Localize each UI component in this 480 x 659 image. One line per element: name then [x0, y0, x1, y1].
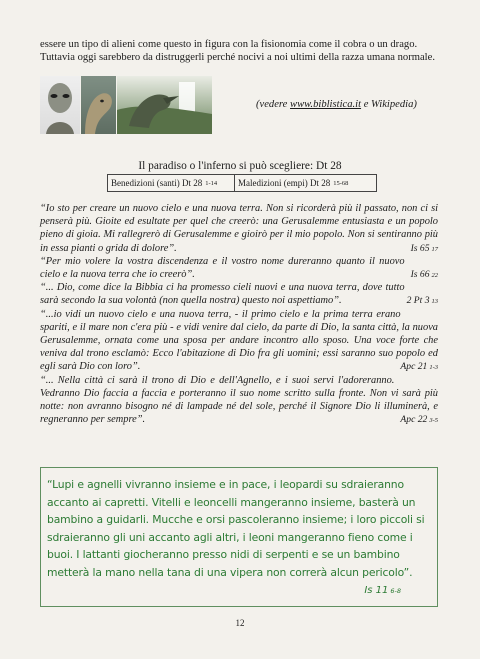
table-cell-curses [235, 175, 376, 191]
quote-text: “... Nella città ci sarà il trono di Dio e dell'Agnello, e i suoi servi l'adoreranno. Vedranno Dio faccia a faccia e porteranno il suo nome scritto sulla fronte. Non vi sarà più notte: non avranno bisogno né di lampade né del sole, perché il Signore Dio li illuminerà, e regneranno per sempre”. [40, 374, 438, 426]
blessings-curses-table [107, 174, 377, 192]
table-cell-blessings [108, 175, 235, 191]
illustration-strip [40, 76, 212, 134]
alien-portrait-image [40, 76, 80, 134]
quote-text: “Io sto per creare un nuovo cielo e una nuova terra. Non si ricorderà più il passato, non ci si penserà più. Gioite ed esultate per quel che creerò: una Gerusalemme entusiasta e un popolo pieno di gioia. Mi rallegrerò di Gerusalemme e gioirò per il mio popolo. Non si sentiranno più in essa pianti o grida di dolore”. [40, 203, 438, 254]
quote-source-verse: 3-5 [429, 417, 438, 425]
intro-paragraph: essere un tipo di alieni come questo in figura con la fisionomia come il cobra o un drago. Tuttavia oggi sarebbero da distruggerli perché nocivi a noi ultimi della razza umana normale. [40, 39, 435, 63]
blessings-range: 1-14 [205, 179, 218, 187]
quote-source [407, 294, 438, 308]
quote-source [411, 268, 438, 282]
biblistica-link[interactable]: www.biblistica.it [290, 99, 362, 110]
handwritten-source-verse: 6-8 [390, 587, 401, 595]
curses-label: Maledizioni (empi) Dt 28 [238, 178, 331, 188]
quote-block [40, 202, 438, 255]
quote-source [411, 242, 438, 256]
quote-source-verse: 1-3 [429, 364, 438, 372]
reference-suffix: e Wikipedia) [361, 99, 417, 110]
quote-block [40, 308, 438, 374]
quote-source [400, 413, 438, 427]
quote-source-book: 2 Pt 3 [406, 295, 430, 307]
reference-note [256, 99, 417, 110]
quote-source-verse: 17 [431, 245, 438, 253]
handwritten-source-book: Is 11 [364, 585, 389, 596]
quote-source-book: Apc 22 [400, 414, 428, 426]
scripture-quotes [40, 202, 438, 427]
reference-prefix: (vedere [256, 99, 291, 110]
quote-source-verse: 13 [431, 298, 438, 306]
page-number: 12 [235, 618, 245, 628]
blessings-label: Benedizioni (santi) Dt 28 [111, 178, 203, 188]
quote-block [40, 281, 438, 307]
quote-block [40, 374, 438, 427]
handwritten-quote-box [40, 467, 438, 607]
handwritten-quote-text: “Lupi e agnelli vivranno insieme e in pace, i leopardi su sdraieranno accanto ai capretti. Vitelli e leoncelli mangeranno insieme, basterà un bambino a guidarli. Mucche e orsi pascoleranno insieme; i loro piccoli si sdraieranno gli uni accanto agli altri, i leoni mangeranno fieno come i buoi. I lattanti giocheranno presso nidi di serpenti e se un bambino metterà la mano nella tana di una vipera non correrà alcun pericolo”. [47, 478, 425, 579]
handwritten-quote-source [364, 585, 401, 596]
section-heading: Il paradiso o l'inferno si può scegliere: Dt 28 [138, 160, 342, 172]
quote-text: “...io vidi un nuovo cielo e una nuova terra, - il primo cielo e la prima terra erano spariti, e il mare non c'era più - e vidi venire dal cielo, da parte di Dio, la santa città, la nuova Gerusalemme, ornata come una sposa per andare incontro allo sposo. Una voce forte che veniva dal trono esclamò: Ecco l'abitazione di Dio fra gli uomini; essi saranno suo popolo ed egli sarà Dio con loro”. [40, 308, 438, 373]
quote-source-book: Is 66 [410, 269, 430, 281]
quote-text: “... Dio, come dice la Bibbia ci ha promesso cieli nuovi e una nuova terra, dove tutto sarà secondo la sua volontà (non quella nostra) questo noi aspettiamo”. [40, 282, 405, 307]
quote-block [40, 255, 438, 281]
quote-source [400, 360, 438, 374]
quote-source-verse: 22 [431, 272, 438, 280]
curses-range: 15-68 [333, 179, 349, 187]
dragon-landscape-image [117, 76, 212, 134]
quote-source-book: Is 65 [410, 242, 430, 254]
quote-text: “Per mio volere la vostra discendenza e il vostro nome dureranno quanto il nuovo cielo e la nuova terra che io creerò”. [40, 255, 405, 281]
cobra-figure-image [81, 76, 116, 134]
quote-source-book: Apc 21 [400, 361, 428, 373]
